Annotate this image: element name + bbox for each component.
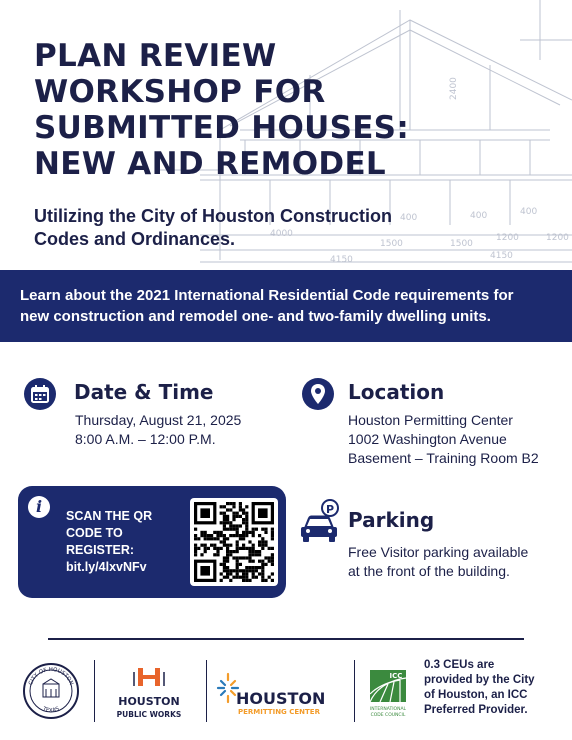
hpw-line-1: HOUSTON <box>118 695 180 708</box>
date-time-title: Date & Time <box>74 380 214 404</box>
location-text <box>348 411 563 468</box>
subtitle-line-2: Codes and Ordinances. <box>34 229 236 249</box>
svg-text:P: P <box>326 503 335 516</box>
seal-bottom-text: TEXAS <box>41 706 61 715</box>
banner-line-2: new construction and remodel one- and two-family dwelling units. <box>20 308 491 325</box>
icc-line-2: INTERNATIONAL <box>369 707 407 712</box>
blueprint-dim-5: 1500 <box>450 239 473 249</box>
banner-line-1: Learn about the 2021 International Residential Code requirements for <box>20 287 514 304</box>
title-line-2: WORKSHOP FOR <box>34 74 326 110</box>
parking-line-2: at the front of the building. <box>348 563 510 579</box>
footer-separator-2 <box>206 660 207 722</box>
blueprint-dim-10: 400 <box>470 211 488 221</box>
icc-line-1: ICC <box>389 672 403 680</box>
seal-top-text: CITY OF HOUSTON <box>28 666 74 687</box>
blueprint-dim-6: 4150 <box>330 255 353 265</box>
registration-line-2: CODE TO <box>66 526 123 540</box>
location-line-2: 1002 Washington Avenue <box>348 431 507 447</box>
location-line-3: Basement – Training Room B2 <box>348 450 539 466</box>
info-icon: i <box>28 496 50 518</box>
ceu-text <box>424 658 564 718</box>
map-pin-icon <box>302 378 334 410</box>
city-seal-logo <box>22 662 80 720</box>
houston-permitting-center-logo <box>216 668 344 720</box>
houston-public-works-logo <box>104 664 194 724</box>
parking-line-1: Free Visitor parking available <box>348 544 529 560</box>
parking-text <box>348 543 563 581</box>
blueprint-dim-11: 400 <box>520 207 538 217</box>
registration-panel <box>18 486 286 598</box>
car-parking-icon <box>298 498 342 546</box>
icc-line-3: CODE COUNCIL <box>370 713 406 718</box>
footer-divider <box>48 638 524 640</box>
registration-link[interactable]: bit.ly/4lxvNFv <box>66 560 147 574</box>
title-line-3: SUBMITTED HOUSES: <box>34 110 410 146</box>
ceu-line-2: provided by the City <box>424 674 535 686</box>
blueprint-dim-4: 1200 <box>496 233 519 243</box>
location-line-1: Houston Permitting Center <box>348 412 513 428</box>
title-line-1: PLAN REVIEW <box>34 38 277 74</box>
blueprint-dim-3: 1500 <box>380 239 403 249</box>
parking-title: Parking <box>348 508 435 532</box>
registration-line-1: SCAN THE QR <box>66 509 153 523</box>
ceu-line-4: Preferred Provider. <box>424 704 528 716</box>
location-title: Location <box>348 380 445 404</box>
hpc-line-1: HOUSTON <box>236 689 326 708</box>
subtitle-line-1: Utilizing the City of Houston Construction <box>34 206 392 226</box>
page-title <box>34 38 474 182</box>
hpc-line-2: PERMITTING CENTER <box>238 708 320 716</box>
blueprint-dim-2: 400 <box>400 213 418 223</box>
intro-banner <box>0 270 572 342</box>
blueprint-dim-9: 4000 <box>270 229 293 239</box>
banner-text <box>20 285 560 327</box>
blueprint-dim-7: 1200 <box>546 233 569 243</box>
footer-separator-1 <box>94 660 95 722</box>
blueprint-dim-1: 2400 <box>449 77 459 100</box>
footer-separator-3 <box>354 660 355 722</box>
title-line-4: NEW AND REMODEL <box>34 146 386 182</box>
registration-line-3: REGISTER: <box>66 543 135 557</box>
page-subtitle <box>34 205 454 251</box>
svg-text:TEXAS <box>41 706 61 714</box>
registration-text <box>66 508 176 576</box>
icc-logo <box>366 668 410 720</box>
ceu-line-1: 0.3 CEUs are <box>424 659 495 671</box>
hpw-line-2: PUBLIC WORKS <box>116 710 182 719</box>
time-line: 8:00 A.M. – 12:00 P.M. <box>75 431 216 447</box>
ceu-line-3: of Houston, an ICC <box>424 689 528 701</box>
calendar-icon <box>24 378 56 410</box>
blueprint-dim-8: 4150 <box>490 251 513 261</box>
date-line: Thursday, August 21, 2025 <box>75 412 242 428</box>
date-time-text <box>75 411 285 449</box>
qr-code[interactable] <box>190 498 278 586</box>
